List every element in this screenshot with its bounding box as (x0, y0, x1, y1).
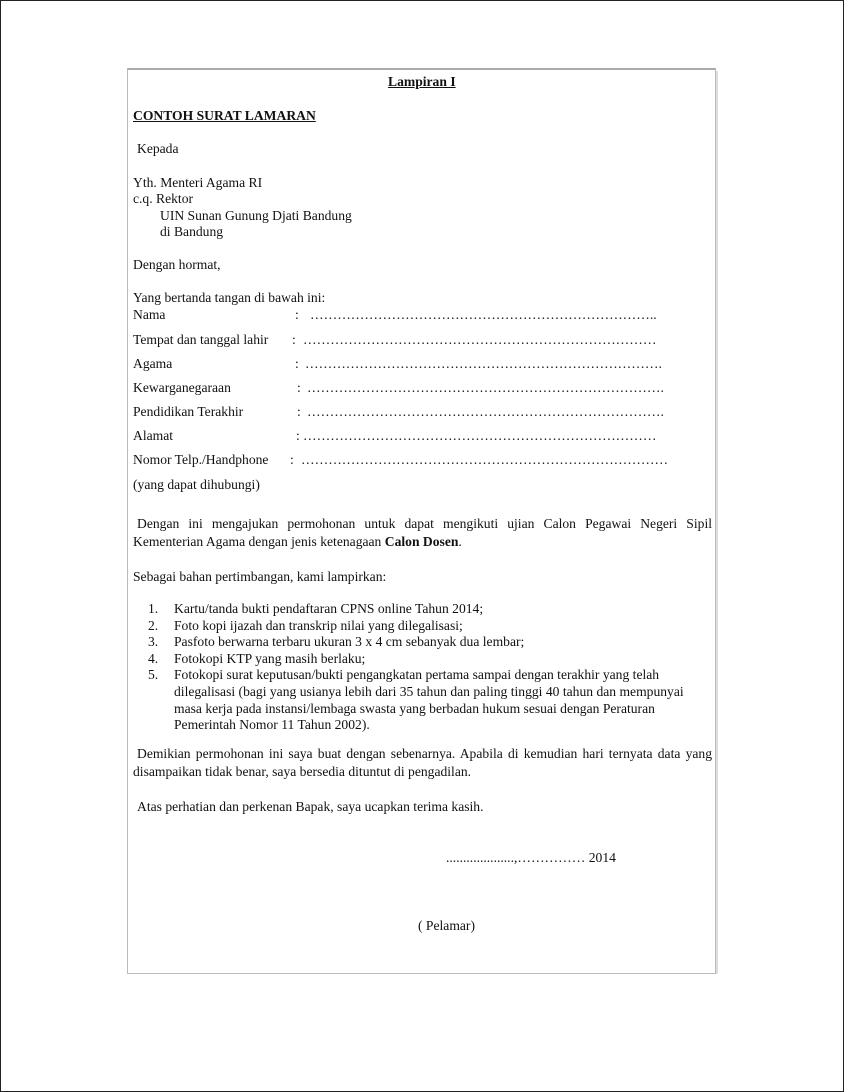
list-number: 4. (148, 650, 159, 666)
list-number: 1. (148, 601, 159, 616)
letter-title: CONTOH SURAT LAMARAN (133, 108, 316, 123)
field-colon: : (297, 380, 301, 395)
field-label-address: Alamat (133, 428, 174, 443)
field-colon: : (297, 404, 301, 419)
attachments-intro: Sebagai bahan pertimbangan, kami lampirkan: (133, 569, 387, 584)
list-item (148, 651, 708, 668)
list-item (148, 601, 708, 618)
field-label-name: Nama (133, 307, 166, 322)
field-colon: : (296, 428, 300, 443)
list-text: Foto kopi ijazah dan transkrip nilai yang dilegalisasi; (174, 617, 463, 633)
list-item (148, 634, 708, 651)
greeting: Dengan hormat, (133, 257, 221, 272)
recipient-line-4: di Bandung (160, 224, 224, 239)
date-line: ....................,…………… 2014 (446, 850, 616, 865)
list-text: Pasfoto berwarna terbaru ukuran 3 x 4 cm sebanyak dua lembar; (174, 634, 525, 650)
field-label-citizenship: Kewarganegaraan (133, 380, 231, 395)
field-dots-education: ……………………………………………………………………. (307, 404, 664, 419)
field-label-phone: Nomor Telp./Handphone (133, 452, 269, 467)
list-text: Fotokopi surat keputusan/bukti pengangkatan pertama sampai dengan terakhir yang telah dilegalisasi (bagi yang usianya lebih dari 35 tahun dan paling tinggi 40 tahun dan mempunyai masa kerja pada instansi/lembaga swasta yang berbadan hukum sesuai dengan Peraturan Pemerintah Nomor 11 Tahun 2002). (174, 667, 684, 733)
field-label-religion: Agama (133, 356, 173, 371)
list-text: Kartu/tanda bukti pendaftaran CPNS online Tahun 2014; (174, 601, 484, 616)
signature-label: ( Pelamar) (418, 918, 475, 933)
field-dots-phone: ……………………………………………………………………… (301, 452, 669, 467)
field-dots-name: ………………………………………………………………….. (310, 307, 657, 322)
intro-line: Yang bertanda tangan di bawah ini: (133, 290, 326, 305)
field-dots-citizenship: ……………………………………………………………………. (307, 380, 664, 395)
request-text: Dengan ini mengajukan permohonan untuk dapat mengikuti ujian Calon Pegawai Negeri Sipil Kementerian Agama dengan jenis ketenagaan (133, 516, 712, 549)
list-text: Fotokopi KTP yang masih berlaku; (174, 650, 366, 666)
list-number: 5. (148, 667, 159, 683)
contact-note: (yang dapat dihubungi) (133, 477, 260, 492)
request-paragraph (133, 515, 712, 551)
recipient-line-2: c.q. Rektor (133, 191, 194, 206)
closing-statement: Demikian permohonan ini saya buat dengan sebenarnya. Apabila di kemudian hari ternyata data yang disampaikan tidak benar, saya bersedia dituntut di pengadilan. (133, 746, 712, 779)
list-item (148, 667, 684, 733)
request-end: . (458, 534, 462, 549)
list-item (148, 618, 708, 635)
field-colon: : (290, 452, 294, 467)
field-dots-religion: ……………………………………………………………………. (305, 356, 662, 371)
field-colon: : (295, 356, 299, 371)
field-colon: : (295, 307, 299, 322)
attachments-list (148, 601, 708, 734)
list-number: 2. (148, 617, 159, 633)
list-number: 3. (148, 634, 159, 650)
position-type: Calon Dosen (384, 534, 459, 549)
thanks-line: Atas perhatian dan perkenan Bapak, saya ucapkan terima kasih. (137, 799, 484, 814)
field-label-birth: Tempat dan tanggal lahir (133, 332, 269, 347)
field-colon: : (292, 332, 296, 347)
recipient-line-3: UIN Sunan Gunung Djati Bandung (160, 208, 352, 223)
field-label-education: Pendidikan Terakhir (133, 404, 244, 419)
field-dots-address: …………………………………………………………………… (303, 428, 657, 443)
field-dots-birth: …………………………………………………………………… (303, 332, 657, 347)
attachment-label: Lampiran I (388, 74, 456, 89)
recipient-line-1: Yth. Menteri Agama RI (133, 175, 263, 190)
recipient-to: Kepada (137, 141, 179, 156)
